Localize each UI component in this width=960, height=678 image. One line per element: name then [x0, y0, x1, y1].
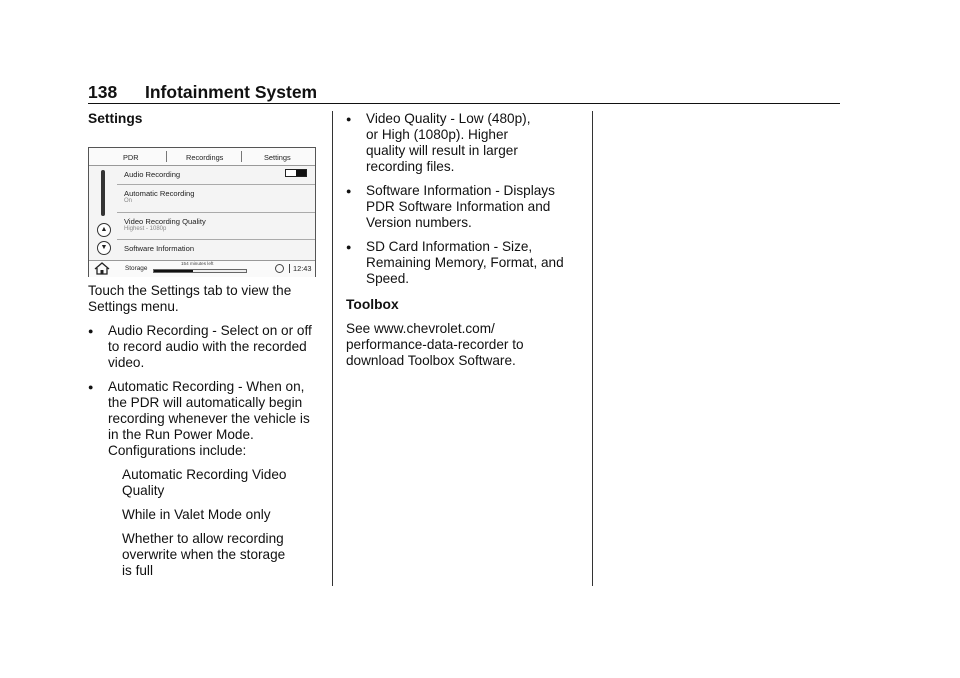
bullet-text: Video Quality - Low (480p), or High (1080p). Higher quality will result in larger recording files. — [366, 111, 531, 174]
bullet-icon: ● — [346, 242, 352, 252]
arrow-up-icon: ▲ — [97, 223, 111, 237]
screenshot-tab-bar — [89, 148, 315, 166]
column-divider-right — [592, 111, 593, 586]
list-item-subtitle: Highest - 1080p — [124, 226, 167, 232]
list-item — [117, 185, 315, 213]
bullet-icon: ● — [346, 186, 352, 196]
bullet-icon: ● — [88, 382, 94, 392]
bullet-icon: ● — [346, 114, 352, 124]
tab-separator — [166, 151, 167, 162]
toggle-switch — [285, 169, 307, 177]
bullet-text: Audio Recording - Select on or off to record audio with the recorded video. — [108, 323, 312, 370]
right-column — [346, 111, 582, 369]
list-item — [117, 166, 315, 185]
arrow-down-icon: ▼ — [97, 241, 111, 255]
list-item — [117, 213, 315, 240]
screenshot-status-bar — [89, 260, 315, 277]
settings-bullet-list — [88, 323, 320, 459]
screenshot-tab-pdr: PDR — [123, 153, 139, 162]
list-item — [346, 111, 582, 175]
storage-progress-fill — [154, 270, 193, 272]
list-item-title: Video Recording Quality — [124, 217, 206, 226]
screenshot-settings-list — [117, 166, 315, 259]
sub-item: While in Valet Mode only — [122, 507, 271, 522]
minutes-left: 154 minutes left — [181, 261, 214, 266]
bullet-text: SD Card Information - Size, Remaining Memory, Format, and Speed. — [366, 239, 564, 286]
column-divider-left — [332, 111, 333, 586]
header-rule — [88, 103, 840, 104]
screenshot-tab-recordings: Recordings — [186, 153, 224, 162]
settings-intro: Touch the Settings tab to view the Settings menu. — [88, 283, 292, 314]
toolbox-paragraph: See www.chevrolet.com/ performance-data-recorder to download Toolbox Software. — [346, 321, 524, 368]
right-bullet-list — [346, 111, 582, 287]
tab-separator — [241, 151, 242, 162]
left-column — [88, 111, 320, 127]
scrollbar-thumb — [101, 170, 105, 216]
list-item — [117, 240, 315, 259]
list-item-title: Automatic Recording — [124, 189, 195, 198]
list-item — [88, 323, 320, 371]
list-item — [346, 183, 582, 231]
storage-progress-bar — [153, 269, 247, 273]
home-icon — [94, 262, 110, 275]
bullet-text: Automatic Recording - When on, the PDR will automatically begin recording whenever the vehicle is in the Run Power Mode. Configurations include: — [108, 379, 310, 458]
settings-icon — [275, 264, 284, 273]
left-column-body — [88, 283, 320, 579]
clock: 12:43 — [289, 264, 312, 273]
pdr-settings-screenshot — [88, 147, 316, 277]
sub-item: Automatic Recording Video Quality — [122, 467, 287, 498]
list-item — [88, 379, 320, 459]
sub-item: Whether to allow recording overwrite when the storage is full — [122, 531, 286, 578]
list-item-title: Software Information — [124, 244, 195, 253]
list-item-subtitle: On — [124, 198, 133, 204]
bullet-icon: ● — [88, 326, 94, 336]
page-number: 138 — [88, 82, 118, 102]
bullet-text: Software Information - Displays PDR Software Information and Version numbers. — [366, 183, 555, 230]
storage-label: Storage — [125, 265, 148, 272]
settings-heading: Settings — [88, 111, 143, 126]
list-item — [346, 239, 582, 287]
page-title: Infotainment System — [145, 82, 318, 102]
list-item-title: Audio Recording — [124, 170, 181, 179]
screenshot-tab-settings: Settings — [264, 153, 291, 162]
toolbox-heading: Toolbox — [346, 297, 399, 312]
